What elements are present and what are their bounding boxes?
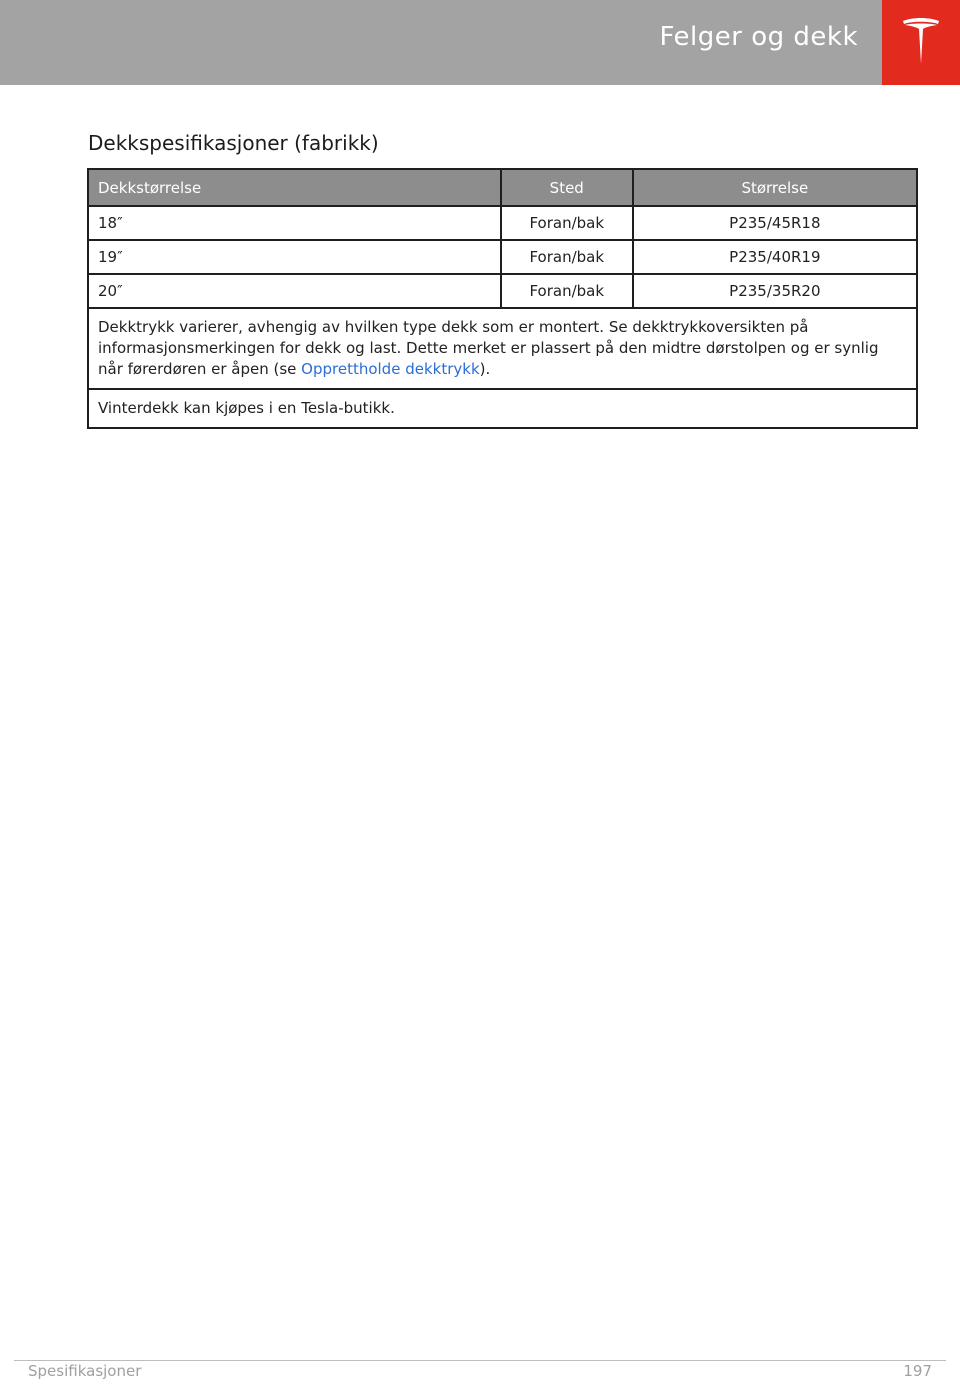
section-title: Dekkspesifikasjoner (fabrikk) <box>88 131 379 155</box>
page-header <box>0 0 960 85</box>
footer-section-name: Spesifikasjoner <box>28 1362 142 1380</box>
size-cell: P235/40R19 <box>633 240 917 274</box>
table-row <box>88 274 917 308</box>
footer-page-number: 197 <box>903 1362 932 1380</box>
location-cell: Foran/bak <box>501 240 633 274</box>
size-cell: P235/35R20 <box>633 274 917 308</box>
tesla-logo-icon <box>901 16 941 66</box>
pressure-note-text: Dekktrykk varierer, avhengig av hvilken type dekk som er montert. Se dekktrykkoversikten på informasjonsmerkingen for dekk og last. Dette merket er plassert på den midtre dørstolpen og er synlig når førerdøren er åpen (se <box>98 318 879 378</box>
table-note-row <box>88 308 917 389</box>
location-cell: Foran/bak <box>501 274 633 308</box>
table-row <box>88 206 917 240</box>
table-row <box>88 240 917 274</box>
footer-divider <box>14 1360 946 1361</box>
column-header-size: Størrelse <box>633 169 917 206</box>
tire-size-cell: 20″ <box>88 274 501 308</box>
table-note-row <box>88 389 917 428</box>
tire-size-cell: 18″ <box>88 206 501 240</box>
maintain-tire-pressure-link[interactable]: Opprettholde dekktrykk <box>301 360 480 378</box>
tire-size-cell: 19″ <box>88 240 501 274</box>
pressure-note-end: ). <box>479 360 491 378</box>
column-header-location: Sted <box>501 169 633 206</box>
tire-spec-table <box>87 168 918 429</box>
pressure-note <box>88 308 917 389</box>
winter-tire-note: Vinterdekk kan kjøpes i en Tesla-butikk. <box>88 389 917 428</box>
size-cell: P235/45R18 <box>633 206 917 240</box>
page-title: Felger og dekk <box>659 22 858 52</box>
location-cell: Foran/bak <box>501 206 633 240</box>
table-header-row <box>88 169 917 206</box>
column-header-tire-size: Dekkstørrelse <box>88 169 501 206</box>
brand-logo <box>882 0 960 85</box>
